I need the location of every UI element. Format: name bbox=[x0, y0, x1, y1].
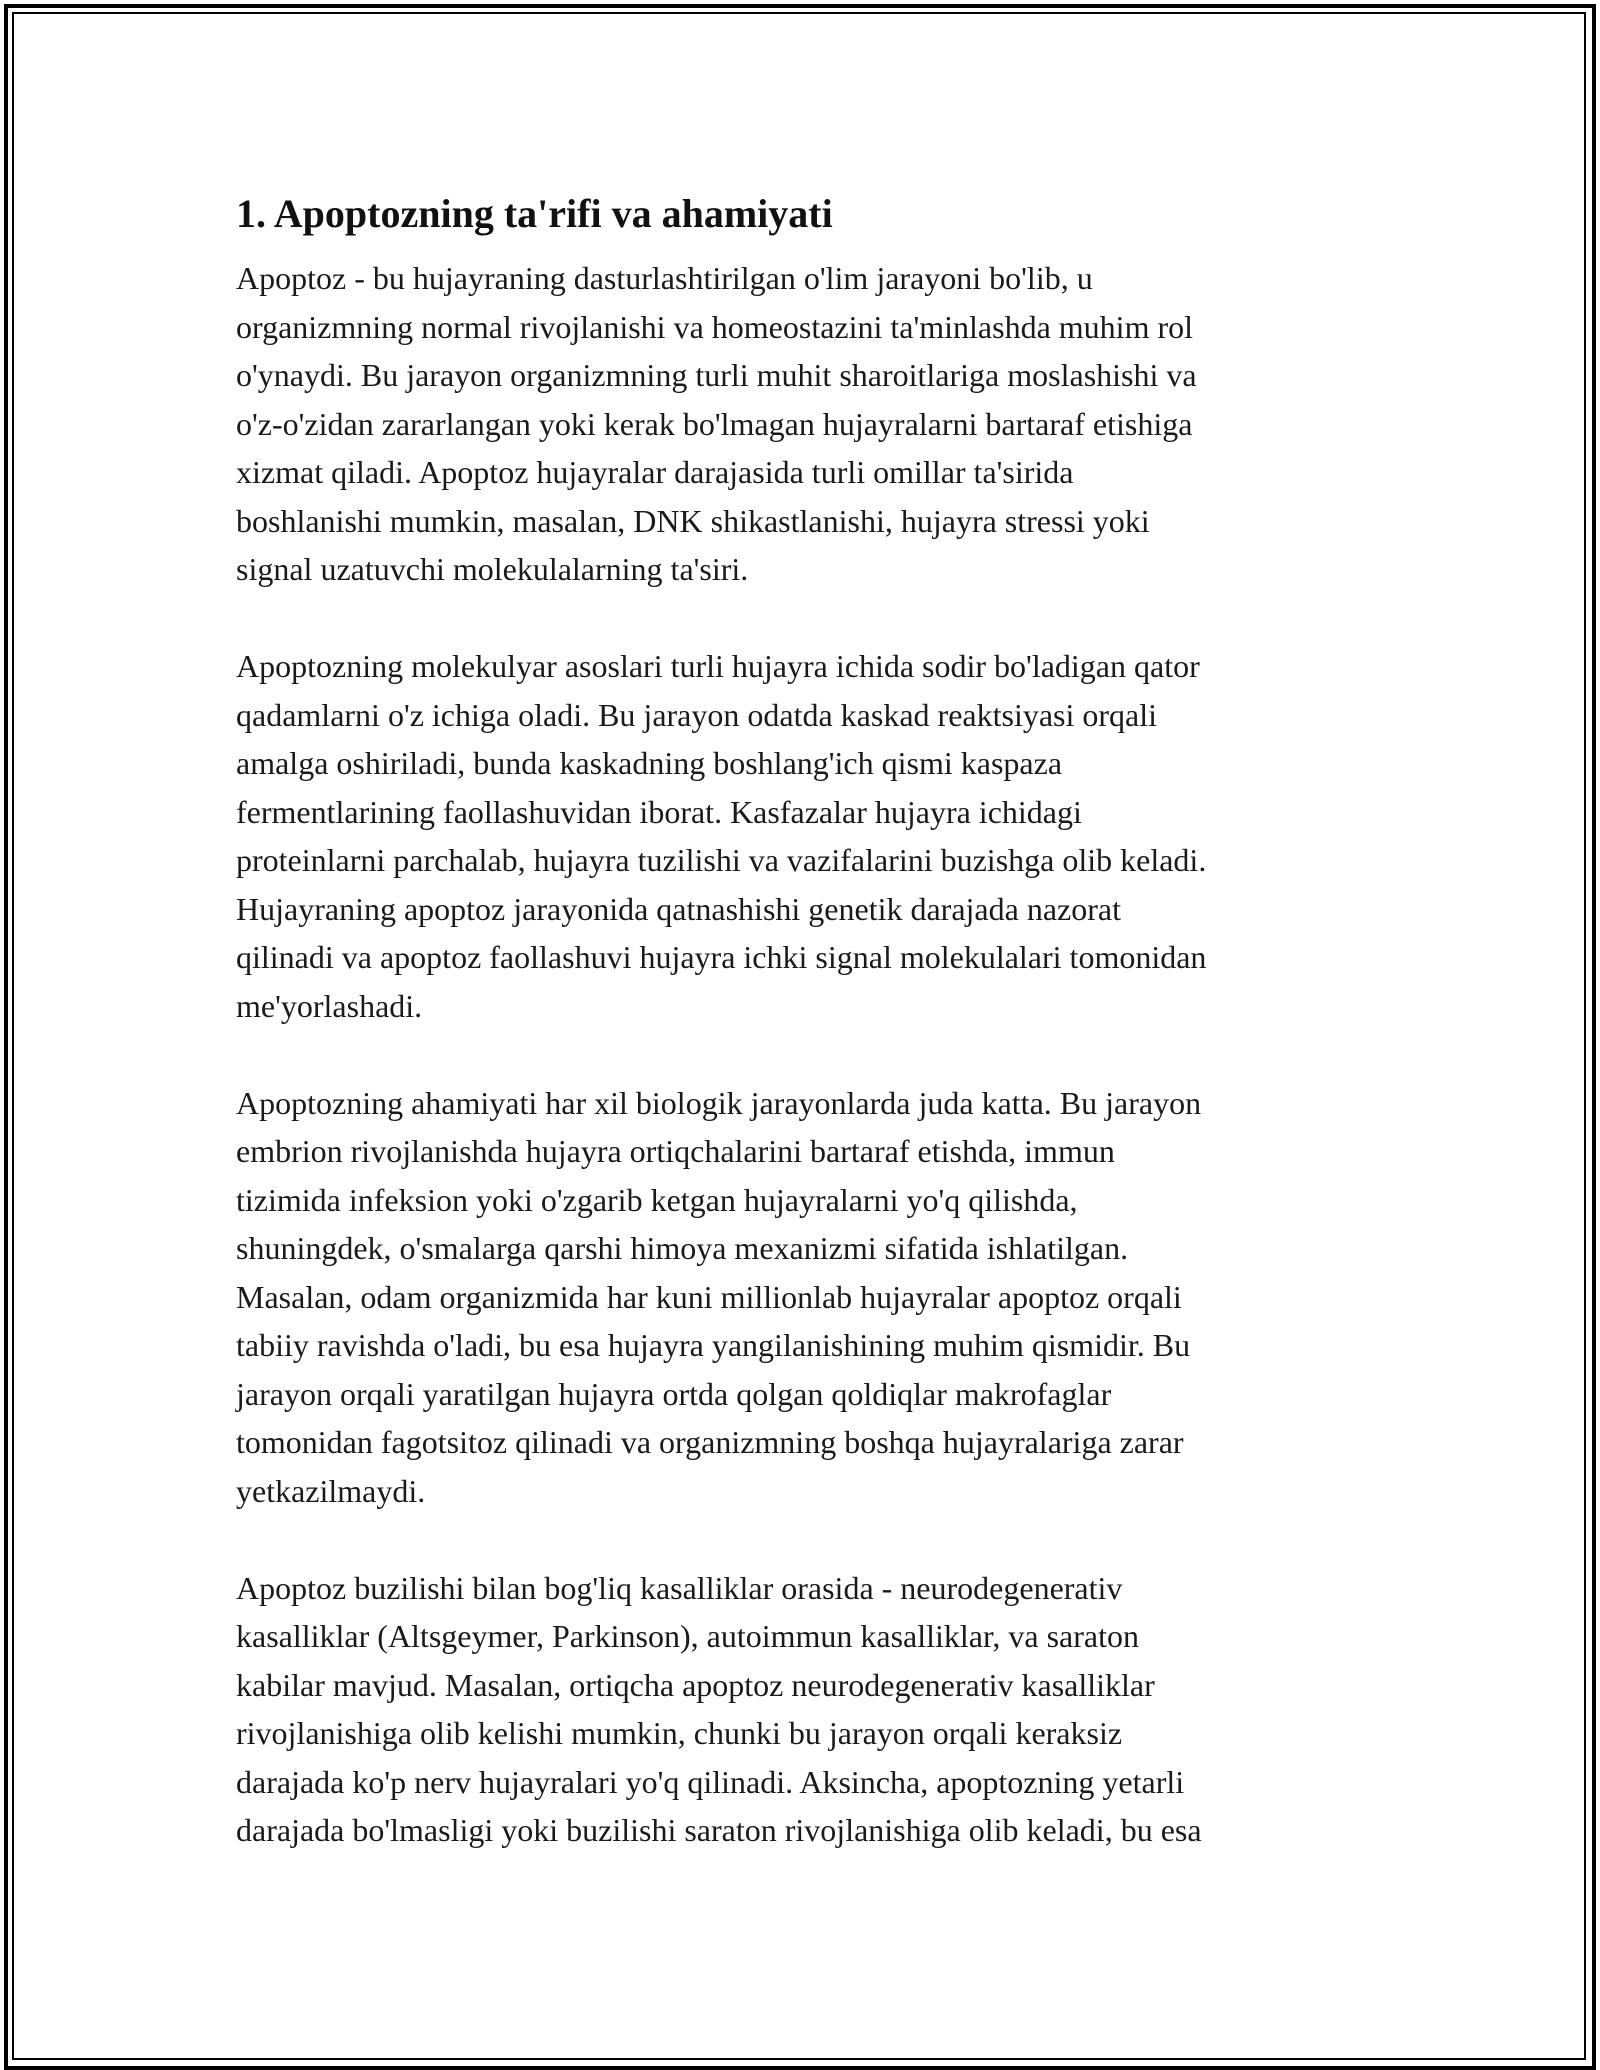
text-line: tizimida infeksion yoki o'zgarib ketgan hujayralarni yo'q qilishda, bbox=[236, 1181, 1078, 1218]
text-line: kabilar mavjud. Masalan, ortiqcha apoptoz neurodegenerativ kasalliklar bbox=[236, 1666, 1155, 1703]
text-line: Apoptozning ahamiyati har xil biologik jarayonlarda juda katta. Bu jarayon bbox=[236, 1084, 1202, 1121]
text-line: jarayon orqali yaratilgan hujayra ortda qolgan qoldiqlar makrofaglar bbox=[236, 1375, 1112, 1412]
text-line: Apoptoz buzilishi bilan bog'liq kasalliklar orasida - neurodegenerativ bbox=[236, 1569, 1123, 1606]
text-line: Apoptoz - bu hujayraning dasturlashtirilgan o'lim jarayoni bo'lib, u bbox=[236, 260, 1093, 296]
text-line: Masalan, odam organizmida har kuni millionlab hujayralar apoptoz orqali bbox=[236, 1278, 1182, 1315]
text-line: yetkazilmaydi. bbox=[236, 1472, 426, 1509]
text-line: organizmning normal rivojlanishi va homeostazini ta'minlashda muhim rol bbox=[236, 308, 1193, 345]
text-line: darajada bo'lmasligi yoki buzilishi saraton rivojlanishiga olib keladi, bu esa bbox=[236, 1812, 1202, 1848]
text-line: o'z-o'zidan zararlangan yoki kerak bo'lmagan hujayralarni bartaraf etishiga bbox=[236, 405, 1193, 442]
paragraph bbox=[236, 642, 1366, 1030]
text-line: Hujayraning apoptoz jarayonida qatnashishi genetik darajada nazorat bbox=[236, 890, 1121, 927]
text-line: qilinadi va apoptoz faollashuvi hujayra ichki signal molekulalari tomonidan bbox=[236, 939, 1207, 975]
text-line: me'yorlashadi. bbox=[236, 987, 423, 1024]
paragraph-list bbox=[236, 254, 1366, 1855]
document-body bbox=[236, 182, 1366, 1903]
text-line: o'ynaydi. Bu jarayon organizmning turli muhit sharoitlariga moslashishi va bbox=[236, 357, 1197, 393]
text-line: Apoptozning molekulyar asoslari turli hujayra ichida sodir bo'ladigan qator bbox=[236, 648, 1200, 684]
text-line: tomonidan fagotsitoz qilinadi va organizmning boshqa hujayralariga zarar bbox=[236, 1424, 1184, 1460]
text-line: proteinlarni parchalab, hujayra tuzilishi va vazifalarini buzishga olib keladi. bbox=[236, 842, 1207, 878]
text-line: fermentlarining faollashuvidan iborat. Kasfazalar hujayra ichidagi bbox=[236, 793, 1082, 830]
text-line: darajada ko'p nerv hujayralari yo'q qilinadi. Aksincha, apoptozning yetarli bbox=[236, 1763, 1185, 1800]
text-line: boshlanishi mumkin, masalan, DNK shikastlanishi, hujayra stressi yoki bbox=[236, 502, 1150, 539]
text-line: tabiiy ravishda o'ladi, bu esa hujayra yangilanishining muhim qismidir. Bu bbox=[236, 1327, 1191, 1363]
text-line: kasalliklar (Altsgeymer, Parkinson), autoimmun kasalliklar, va saraton bbox=[236, 1618, 1139, 1654]
text-line: signal uzatuvchi molekulalarning ta'siri. bbox=[236, 551, 749, 587]
paragraph bbox=[236, 1564, 1366, 1855]
paragraph bbox=[236, 1079, 1366, 1516]
section-heading: 1. Apoptozning ta'rifi va ahamiyati bbox=[236, 191, 833, 236]
paragraph bbox=[236, 254, 1366, 594]
text-line: xizmat qiladi. Apoptoz hujayralar darajasida turli omillar ta'sirida bbox=[236, 454, 1074, 490]
text-line: shuningdek, o'smalarga qarshi himoya mexanizmi sifatida ishlatilgan. bbox=[236, 1230, 1129, 1266]
text-line: qadamlarni o'z ichiga oladi. Bu jarayon odatda kaskad reaktsiyasi orqali bbox=[236, 696, 1158, 733]
text-line: amalga oshiriladi, bunda kaskadning boshlang'ich qismi kaspaza bbox=[236, 745, 1063, 781]
text-line: embrion rivojlanishda hujayra ortiqchalarini bartaraf etishda, immun bbox=[236, 1133, 1115, 1169]
text-line: rivojlanishiga olib kelishi mumkin, chunki bu jarayon orqali keraksiz bbox=[236, 1715, 1123, 1751]
